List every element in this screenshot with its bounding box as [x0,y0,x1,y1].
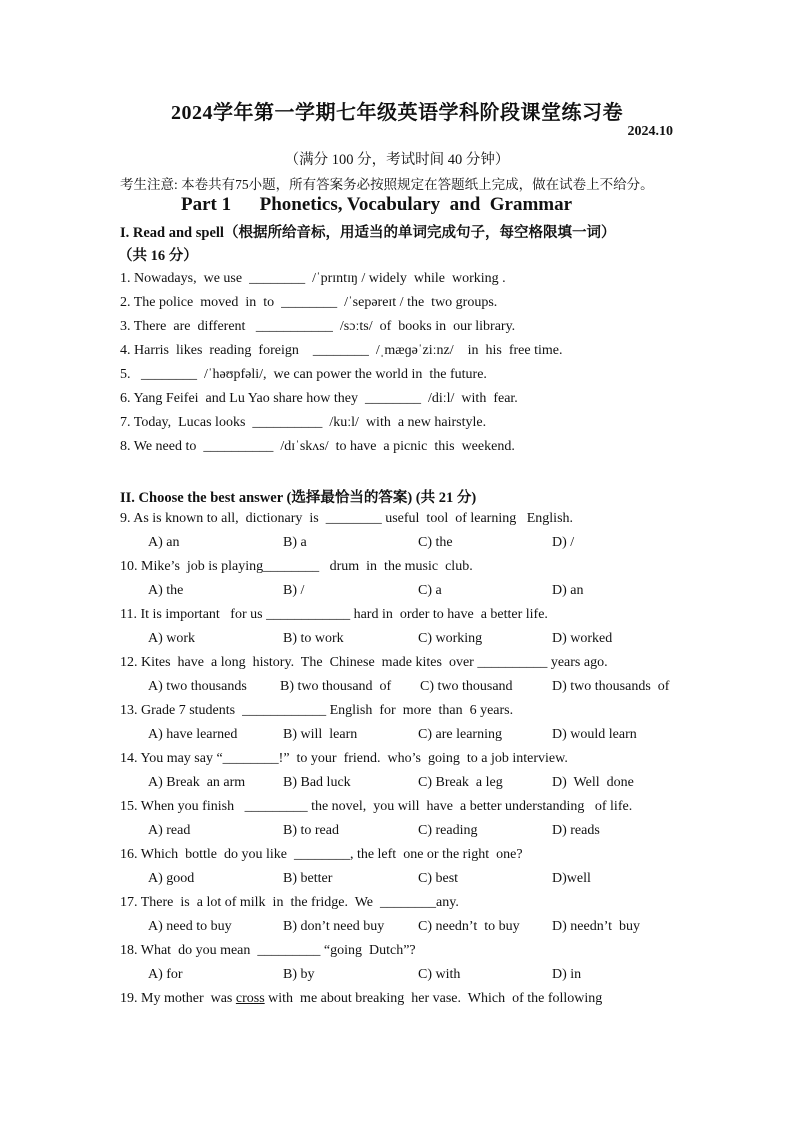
q19-suffix: with me about breaking her vase. Which of the following [264,991,603,1006]
question-1: 1. Nowadays, we use ________ /ˈprɪntɪŋ / widely while working . [120,271,506,286]
q16-option-a: A) good [148,871,195,886]
q10-option-d: D) an [552,583,584,598]
q11-option-b: B) to work [283,631,344,646]
exam-notice: 考生注意: 本卷共有75小题，所有答案务必按照规定在答题纸上完成，做在试卷上不给分。 [120,177,654,192]
exam-date: 2024.10 [627,124,673,139]
exam-title: 2024学年第一学期七年级英语学科阶段课堂练习卷 [171,102,623,124]
q19-underlined-word: cross [235,991,265,1006]
part-heading: Part 1 Phonetics, Vocabulary and Grammar [181,194,573,215]
question-7: 7. Today, Lucas looks __________ /kuːl/ with a new hairstyle. [120,415,487,430]
question-12: 12. Kites have a long history. The Chinese made kites over __________ years ago. [120,655,608,670]
q14-option-d: D) Well done [552,775,634,790]
q16-option-d: D)well [552,871,591,886]
q12-option-d: D) two thousands of [552,679,670,694]
question-3: 3. There are different ___________ /sɔːts/ of books in our library. [120,319,516,334]
q9-option-b: B) a [283,535,307,550]
q18-option-c: C) with [418,967,461,982]
q9-option-a: A) an [148,535,180,550]
q18-option-a: A) for [148,967,183,982]
question-2: 2. The police moved in to ________ /ˈsepəreɪt / the two groups. [120,295,498,310]
q16-option-b: B) better [283,871,333,886]
question-6: 6. Yang Feifei and Lu Yao share how they ________ /diːl/ with fear. [120,391,518,406]
q14-option-c: C) Break a leg [418,775,503,790]
q11-option-c: C) working [418,631,483,646]
q13-option-c: C) are learning [418,727,502,742]
q12-option-c: C) two thousand [420,679,513,694]
q18-option-b: B) by [283,967,315,982]
question-19 [120,990,602,1008]
question-13: 13. Grade 7 students ____________ English for more than 6 years. [120,703,514,718]
question-9: 9. As is known to all, dictionary is ________ useful tool of learning English. [120,511,574,526]
q17-option-c: C) needn’t to buy [418,919,520,934]
q17-option-d: D) needn’t buy [552,919,640,934]
q15-option-d: D) reads [552,823,600,838]
q17-option-b: B) don’t need buy [283,919,385,934]
q13-option-d: D) would learn [552,727,637,742]
exam-subtitle: （满分 100 分，考试时间 40 分钟） [284,152,510,168]
question-10: 10. Mike’s job is playing________ drum in the music club. [120,559,473,574]
q10-option-a: A) the [148,583,184,598]
question-11: 11. It is important for us ____________ hard in order to have a better life. [120,607,548,622]
q9-option-c: C) the [418,535,453,550]
question-8: 8. We need to __________ /dɪˈskʌs/ to have a picnic this weekend. [120,439,515,454]
q19-prefix: 19. My mother was [120,991,236,1006]
q13-option-b: B) will learn [283,727,358,742]
q14-option-a: A) Break an arm [148,775,246,790]
q15-option-c: C) reading [418,823,478,838]
section1-points: （共 16 分） [118,248,198,264]
q15-option-a: A) read [148,823,191,838]
q12-option-b: B) two thousand of [280,679,392,694]
q15-option-b: B) to read [283,823,339,838]
q11-option-d: D) worked [552,631,613,646]
q17-option-a: A) need to buy [148,919,232,934]
q18-option-d: D) in [552,967,582,982]
q10-option-c: C) a [418,583,442,598]
q14-option-b: B) Bad luck [283,775,351,790]
q12-option-a: A) two thousands [148,679,247,694]
question-14: 14. You may say “________!” to your friend. who’s going to a job interview. [120,751,568,766]
q9-option-d: D) / [552,535,575,550]
question-18: 18. What do you mean _________ “going Dutch”? [120,943,416,958]
question-4: 4. Harris likes reading foreign ________ /ˌmæɡəˈziːnz/ in his free time. [120,343,563,358]
question-16: 16. Which bottle do you like ________, the left one or the right one? [120,847,523,862]
question-15: 15. When you finish _________ the novel, you will have a better understanding of life. [120,799,633,814]
q10-option-b: B) / [283,583,305,598]
q11-option-a: A) work [148,631,196,646]
section2-heading: II. Choose the best answer (选择最恰当的答案) (共 21 分) [120,490,477,506]
question-5: 5. ________ /ˈhəʊpfəli/, we can power the world in the future. [120,367,487,382]
q13-option-a: A) have learned [148,727,238,742]
q16-option-c: C) best [418,871,459,886]
section1-heading: I. Read and spell（根据所给音标，用适当的单词完成句子，每空格限填一词） [120,225,616,241]
question-17: 17. There is a lot of milk in the fridge. We ________any. [120,895,459,910]
